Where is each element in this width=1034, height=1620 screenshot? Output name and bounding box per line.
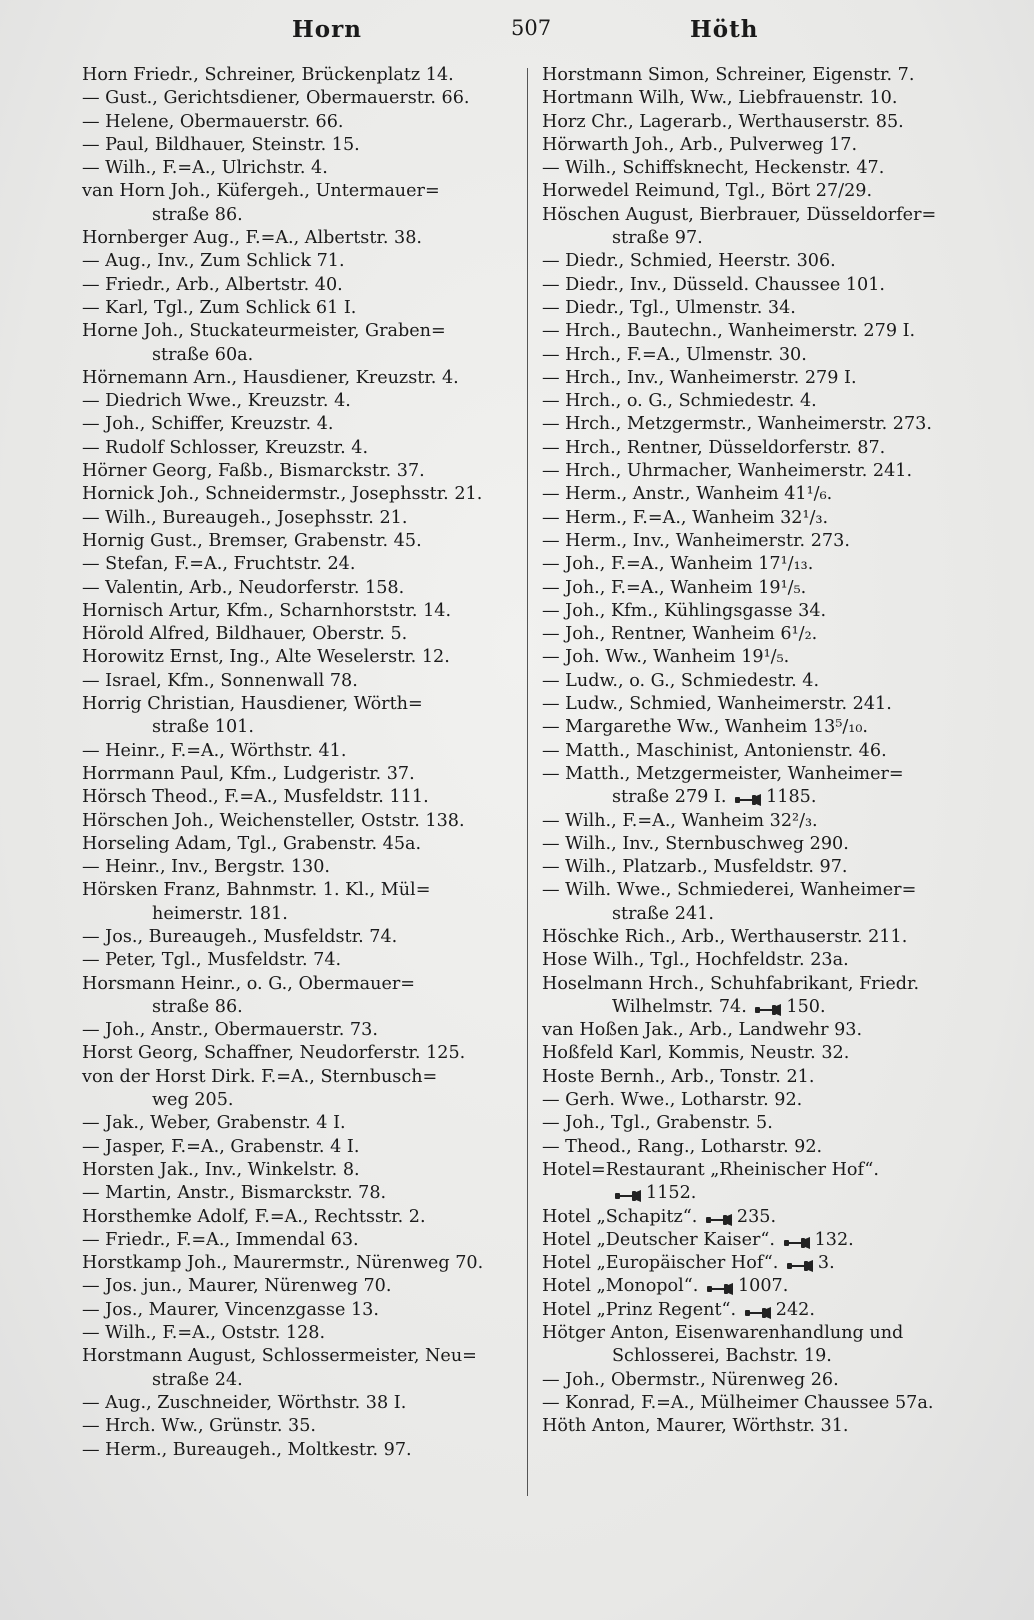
entry-text: — Theod., Rang., Lotharstr. 92. xyxy=(542,1136,823,1157)
directory-entry xyxy=(542,926,972,949)
directory-entry xyxy=(542,1206,972,1229)
directory-entry: — Jos., Bureaugeh., Musfeldstr. 74. xyxy=(82,926,398,947)
entry-text: Hotel=Restaurant „Rheinischer Hof“. xyxy=(542,1159,879,1180)
directory-entry xyxy=(542,670,972,693)
directory-entry xyxy=(542,623,972,646)
entry-text: Hörwarth Joh., Arb., Pulverweg 17. xyxy=(542,134,858,155)
directory-entry xyxy=(542,716,972,739)
entry-text: — Wilh., Inv., Sternbuschweg 290. xyxy=(542,833,849,854)
directory-entry: — Aug., Zuschneider, Wörthstr. 38 I. xyxy=(82,1392,407,1413)
directory-entry: — Friedr., Arb., Albertstr. 40. xyxy=(82,274,343,295)
entry-text: Höschke Rich., Arb., Werthauserstr. 211. xyxy=(542,926,908,947)
entry-text: — Matth., Metzgermeister, Wanheimer= xyxy=(542,763,904,784)
phone-number: 1185. xyxy=(766,787,817,808)
entry-text: — Joh., Rentner, Wanheim 6¹/₂. xyxy=(542,624,818,645)
entry-text: — Hrch., Rentner, Düsseldorferstr. 87. xyxy=(542,437,886,458)
directory-entry: Horst Georg, Schaffner, Neudorferstr. 125. xyxy=(82,1043,466,1064)
phone-number: 242. xyxy=(775,1299,815,1320)
entry-text: Höth Anton, Maurer, Wörthstr. 31. xyxy=(542,1416,849,1437)
entry-text: — Joh., F.=A., Wanheim 17¹/₁₃. xyxy=(542,554,814,575)
directory-entry: — Aug., Inv., Zum Schlick 71. xyxy=(82,251,345,272)
directory-entry: straße 60a. xyxy=(152,344,254,365)
directory-entry: — Peter, Tgl., Musfeldstr. 74. xyxy=(82,950,342,971)
directory-entry xyxy=(542,367,972,390)
directory-entry: heimerstr. 181. xyxy=(152,903,288,924)
directory-entry: straße 86. xyxy=(152,996,243,1017)
directory-entry: van Horn Joh., Küfergeh., Untermauer= xyxy=(82,181,440,202)
page-header xyxy=(0,12,1034,52)
directory-entry: Horstmann August, Schlossermeister, Neu= xyxy=(82,1346,477,1367)
directory-entry: von der Horst Dirk. F.=A., Sternbusch= xyxy=(82,1066,438,1087)
directory-entry xyxy=(542,111,972,134)
directory-entry xyxy=(542,274,972,297)
telephone-icon xyxy=(614,1186,642,1198)
directory-entry xyxy=(542,390,972,413)
entry-text: — Joh., Tgl., Grabenstr. 5. xyxy=(542,1113,773,1134)
telephone-icon xyxy=(754,1000,782,1012)
directory-entry: Hornick Joh., Schneidermstr., Josephsstr. 21. xyxy=(82,484,483,505)
entry-text: — Hrch., Uhrmacher, Wanheimerstr. 241. xyxy=(542,461,913,482)
directory-entry xyxy=(542,1066,972,1089)
telephone-icon xyxy=(786,1256,814,1268)
directory-entry xyxy=(542,1299,972,1322)
directory-entry xyxy=(542,879,972,902)
entry-text: Hotel „Deutscher Kaiser“. xyxy=(542,1229,775,1250)
directory-entry xyxy=(542,1345,972,1368)
directory-entry: Hornig Gust., Bremser, Grabenstr. 45. xyxy=(82,530,422,551)
directory-entry: Hörner Georg, Faßb., Bismarckstr. 37. xyxy=(82,461,425,482)
entry-text: — Joh., Obermstr., Nürenweg 26. xyxy=(542,1369,839,1390)
entry-text: — Herm., Anstr., Wanheim 41¹/₆. xyxy=(542,484,833,505)
entry-text: Horz Chr., Lagerarb., Werthauserstr. 85. xyxy=(542,111,904,132)
entry-text: Wilhelmstr. 74. xyxy=(612,996,747,1017)
directory-entry xyxy=(542,1252,972,1275)
entry-text: — Wilh., F.=A., Wanheim 32²/₃. xyxy=(542,810,818,831)
entry-text: Hötger Anton, Eisenwarenhandlung und xyxy=(542,1323,904,1344)
column-divider xyxy=(527,68,528,1496)
directory-entry xyxy=(542,786,972,809)
directory-entry: — Paul, Bildhauer, Steinstr. 15. xyxy=(82,134,360,155)
entry-text: straße 279 I. xyxy=(612,787,727,808)
directory-entry: — Joh., Anstr., Obermauerstr. 73. xyxy=(82,1020,378,1041)
directory-entry xyxy=(542,1019,972,1042)
directory-entry xyxy=(542,600,972,623)
entry-text: Hoselmann Hrch., Schuhfabrikant, Friedr. xyxy=(542,973,920,994)
directory-entry: — Joh., Schiffer, Kreuzstr. 4. xyxy=(82,414,334,435)
left-column xyxy=(82,64,506,1462)
directory-entry xyxy=(542,134,972,157)
entry-text: Schlosserei, Bachstr. 19. xyxy=(612,1346,832,1367)
directory-entry: Hörschen Joh., Weichensteller, Oststr. 138. xyxy=(82,810,465,831)
directory-entry: — Karl, Tgl., Zum Schlick 61 I. xyxy=(82,297,357,318)
entry-text: — Wilh., Schiffsknecht, Heckenstr. 47. xyxy=(542,158,885,179)
entry-text: straße 241. xyxy=(612,903,714,924)
directory-entry xyxy=(542,646,972,669)
directory-entry xyxy=(542,64,972,87)
directory-entry xyxy=(542,1042,972,1065)
directory-entry: — Jak., Weber, Grabenstr. 4 I. xyxy=(82,1113,346,1134)
entry-text: — Hrch., Bautechn., Wanheimerstr. 279 I. xyxy=(542,321,916,342)
directory-entry xyxy=(542,250,972,273)
directory-entry xyxy=(542,1322,972,1345)
directory-entry xyxy=(542,856,972,879)
directory-entry: — Helene, Obermauerstr. 66. xyxy=(82,111,344,132)
directory-entry: — Gust., Gerichtsdiener, Obermauerstr. 66. xyxy=(82,88,470,109)
directory-entry: Horn Friedr., Schreiner, Brückenplatz 14. xyxy=(82,65,454,85)
directory-entry: straße 86. xyxy=(152,204,243,225)
directory-entry: — Heinr., F.=A., Wörthstr. 41. xyxy=(82,740,347,761)
directory-entry: Horsten Jak., Inv., Winkelstr. 8. xyxy=(82,1159,360,1180)
phone-number: 132. xyxy=(814,1229,854,1250)
entry-text: Hoste Bernh., Arb., Tonstr. 21. xyxy=(542,1066,815,1087)
directory-entry: straße 24. xyxy=(152,1369,243,1390)
directory-entry xyxy=(542,1182,972,1205)
entry-text: — Joh., Kfm., Kühlingsgasse 34. xyxy=(542,600,827,621)
directory-entry: Horne Joh., Stuckateurmeister, Graben= xyxy=(82,321,446,342)
header-right-keyword: Höth xyxy=(690,16,759,43)
entry-text: — Herm., Inv., Wanheimerstr. 273. xyxy=(542,530,850,551)
directory-entry: — Heinr., Inv., Bergstr. 130. xyxy=(82,857,331,878)
entry-text: — Diedr., Inv., Düsseld. Chaussee 101. xyxy=(542,274,885,295)
entry-text: — Gerh. Wwe., Lotharstr. 92. xyxy=(542,1090,803,1111)
directory-entry xyxy=(542,693,972,716)
directory-entry: Hörold Alfred, Bildhauer, Oberstr. 5. xyxy=(82,624,408,645)
directory-entry xyxy=(542,1392,972,1415)
directory-entry: Horseling Adam, Tgl., Grabenstr. 45a. xyxy=(82,833,422,854)
directory-entry: Hornisch Artur, Kfm., Scharnhorststr. 14. xyxy=(82,600,452,621)
telephone-icon xyxy=(783,1233,811,1245)
telephone-icon xyxy=(705,1210,733,1222)
directory-entry: — Israel, Kfm., Sonnenwall 78. xyxy=(82,670,358,691)
directory-entry xyxy=(542,483,972,506)
directory-entry xyxy=(542,180,972,203)
entry-text: — Ludw., o. G., Schmiedestr. 4. xyxy=(542,670,820,691)
directory-entry: — Wilh., F.=A., Ulrichstr. 4. xyxy=(82,158,328,179)
directory-entry xyxy=(542,87,972,110)
directory-entry xyxy=(542,1112,972,1135)
entry-text: Hotel „Schapitz“. xyxy=(542,1206,698,1227)
directory-entry xyxy=(542,553,972,576)
entry-text: — Hrch., o. G., Schmiedestr. 4. xyxy=(542,391,817,412)
phone-number: 235. xyxy=(736,1206,777,1227)
directory-entry xyxy=(542,530,972,553)
directory-entry xyxy=(542,460,972,483)
directory-entry xyxy=(542,1229,972,1252)
directory-entry xyxy=(542,577,972,600)
directory-entry: — Hrch. Ww., Grünstr. 35. xyxy=(82,1416,317,1437)
telephone-icon xyxy=(706,1279,734,1291)
directory-entry xyxy=(542,740,972,763)
directory-entry xyxy=(542,1275,972,1298)
directory-entry xyxy=(542,413,972,436)
page-number: 507 xyxy=(511,16,552,40)
directory-entry: Horrmann Paul, Kfm., Ludgeristr. 37. xyxy=(82,763,415,784)
directory-entry xyxy=(542,1415,972,1438)
directory-entry xyxy=(542,903,972,926)
phone-number: 3. xyxy=(817,1253,835,1274)
entry-text: — Matth., Maschinist, Antonienstr. 46. xyxy=(542,740,887,761)
directory-entry xyxy=(542,973,972,996)
directory-entry xyxy=(542,1136,972,1159)
directory-entry xyxy=(542,437,972,460)
telephone-icon xyxy=(734,790,762,802)
directory-entry: — Wilh., Bureaugeh., Josephsstr. 21. xyxy=(82,507,408,528)
directory-entry: — Jos. jun., Maurer, Nürenweg 70. xyxy=(82,1276,392,1297)
entry-text: — Diedr., Tgl., Ulmenstr. 34. xyxy=(542,297,796,318)
entry-text: Höschen August, Bierbrauer, Düsseldorfer= xyxy=(542,204,937,225)
phone-number: 1152. xyxy=(646,1183,697,1204)
directory-entry: — Herm., Bureaugeh., Moltkestr. 97. xyxy=(82,1439,412,1460)
directory-entry xyxy=(542,320,972,343)
directory-entry xyxy=(542,297,972,320)
entry-text: — Hrch., Metzgermstr., Wanheimerstr. 273. xyxy=(542,414,932,435)
directory-entry xyxy=(542,344,972,367)
entry-text: — Joh. Ww., Wanheim 19¹/₅. xyxy=(542,647,790,668)
directory-entry: — Friedr., F.=A., Immendal 63. xyxy=(82,1229,359,1250)
directory-entry xyxy=(542,1089,972,1112)
directory-entry: Horstkamp Joh., Maurermstr., Nürenweg 70. xyxy=(82,1253,484,1274)
directory-entry xyxy=(542,763,972,786)
directory-entry: Horsthemke Adolf, F.=A., Rechtsstr. 2. xyxy=(82,1206,426,1227)
entry-text: — Ludw., Schmied, Wanheimerstr. 241. xyxy=(542,694,892,715)
directory-entry: — Wilh., F.=A., Oststr. 128. xyxy=(82,1323,326,1344)
header-left-keyword: Horn xyxy=(292,16,362,43)
entry-text: Hortmann Wilh, Ww., Liebfrauenstr. 10. xyxy=(542,88,898,109)
directory-entry: — Diedrich Wwe., Kreuzstr. 4. xyxy=(82,391,351,412)
directory-entry: weg 205. xyxy=(152,1090,234,1111)
directory-entry: Horowitz Ernst, Ing., Alte Weselerstr. 12. xyxy=(82,647,450,668)
directory-entry xyxy=(542,227,972,250)
entry-text: — Wilh., Platzarb., Musfeldstr. 97. xyxy=(542,857,848,878)
entry-text: Hotel „Europäischer Hof“. xyxy=(542,1253,779,1274)
directory-entry xyxy=(542,810,972,833)
entry-text: — Hrch., F.=A., Ulmenstr. 30. xyxy=(542,344,807,365)
directory-entry xyxy=(542,1369,972,1392)
entry-text: — Herm., F.=A., Wanheim 32¹/₃. xyxy=(542,507,829,528)
directory-entry: — Jasper, F.=A., Grabenstr. 4 I. xyxy=(82,1136,360,1157)
directory-entry xyxy=(542,204,972,227)
entry-text: Horstmann Simon, Schreiner, Eigenstr. 7. xyxy=(542,65,915,85)
directory-entry xyxy=(542,507,972,530)
directory-entry: — Stefan, F.=A., Fruchtstr. 24. xyxy=(82,554,356,575)
directory-entry: Horrig Christian, Hausdiener, Wörth= xyxy=(82,694,423,715)
directory-entry xyxy=(542,157,972,180)
entry-text: — Margarethe Ww., Wanheim 13⁵/₁₀. xyxy=(542,717,868,738)
directory-entry: Hörnemann Arn., Hausdiener, Kreuzstr. 4. xyxy=(82,367,459,388)
directory-entry: — Valentin, Arb., Neudorferstr. 158. xyxy=(82,577,405,598)
directory-entry: Horsmann Heinr., o. G., Obermauer= xyxy=(82,973,416,994)
entry-text: Hotel „Monopol“. xyxy=(542,1276,699,1297)
entry-text: — Diedr., Schmied, Heerstr. 306. xyxy=(542,251,836,272)
directory-entry: — Jos., Maurer, Vincenzgasse 13. xyxy=(82,1299,379,1320)
entry-text: — Joh., F.=A., Wanheim 19¹/₅. xyxy=(542,577,807,598)
directory-entry xyxy=(542,996,972,1019)
entry-text: van Hoßen Jak., Arb., Landwehr 93. xyxy=(542,1020,863,1041)
entry-text: — Hrch., Inv., Wanheimerstr. 279 I. xyxy=(542,367,857,388)
directory-entry: straße 101. xyxy=(152,717,254,738)
entry-text: Hotel „Prinz Regent“. xyxy=(542,1299,737,1320)
directory-entry: Hörsken Franz, Bahnmstr. 1. Kl., Mül= xyxy=(82,880,431,901)
entry-text: — Wilh. Wwe., Schmiederei, Wanheimer= xyxy=(542,880,917,901)
directory-entry xyxy=(542,833,972,856)
directory-entry: Hörsch Theod., F.=A., Musfeldstr. 111. xyxy=(82,787,429,808)
directory-entry: — Martin, Anstr., Bismarckstr. 78. xyxy=(82,1183,387,1204)
directory-entry: — Rudolf Schlosser, Kreuzstr. 4. xyxy=(82,437,369,458)
phone-number: 150. xyxy=(786,996,826,1017)
right-column xyxy=(542,64,972,1439)
phone-number: 1007. xyxy=(737,1276,789,1297)
entry-text: Hoßfeld Karl, Kommis, Neustr. 32. xyxy=(542,1043,850,1064)
telephone-icon xyxy=(744,1303,772,1315)
entry-text: — Konrad, F.=A., Mülheimer Chaussee 57a. xyxy=(542,1392,934,1413)
directory-entry xyxy=(542,1159,972,1182)
entry-text: straße 97. xyxy=(612,228,703,249)
entry-text: Hose Wilh., Tgl., Hochfeldstr. 23a. xyxy=(542,950,849,971)
directory-entry: Hornberger Aug., F.=A., Albertstr. 38. xyxy=(82,228,423,249)
entry-text: Horwedel Reimund, Tgl., Bört 27/29. xyxy=(542,181,873,202)
directory-entry xyxy=(542,949,972,972)
